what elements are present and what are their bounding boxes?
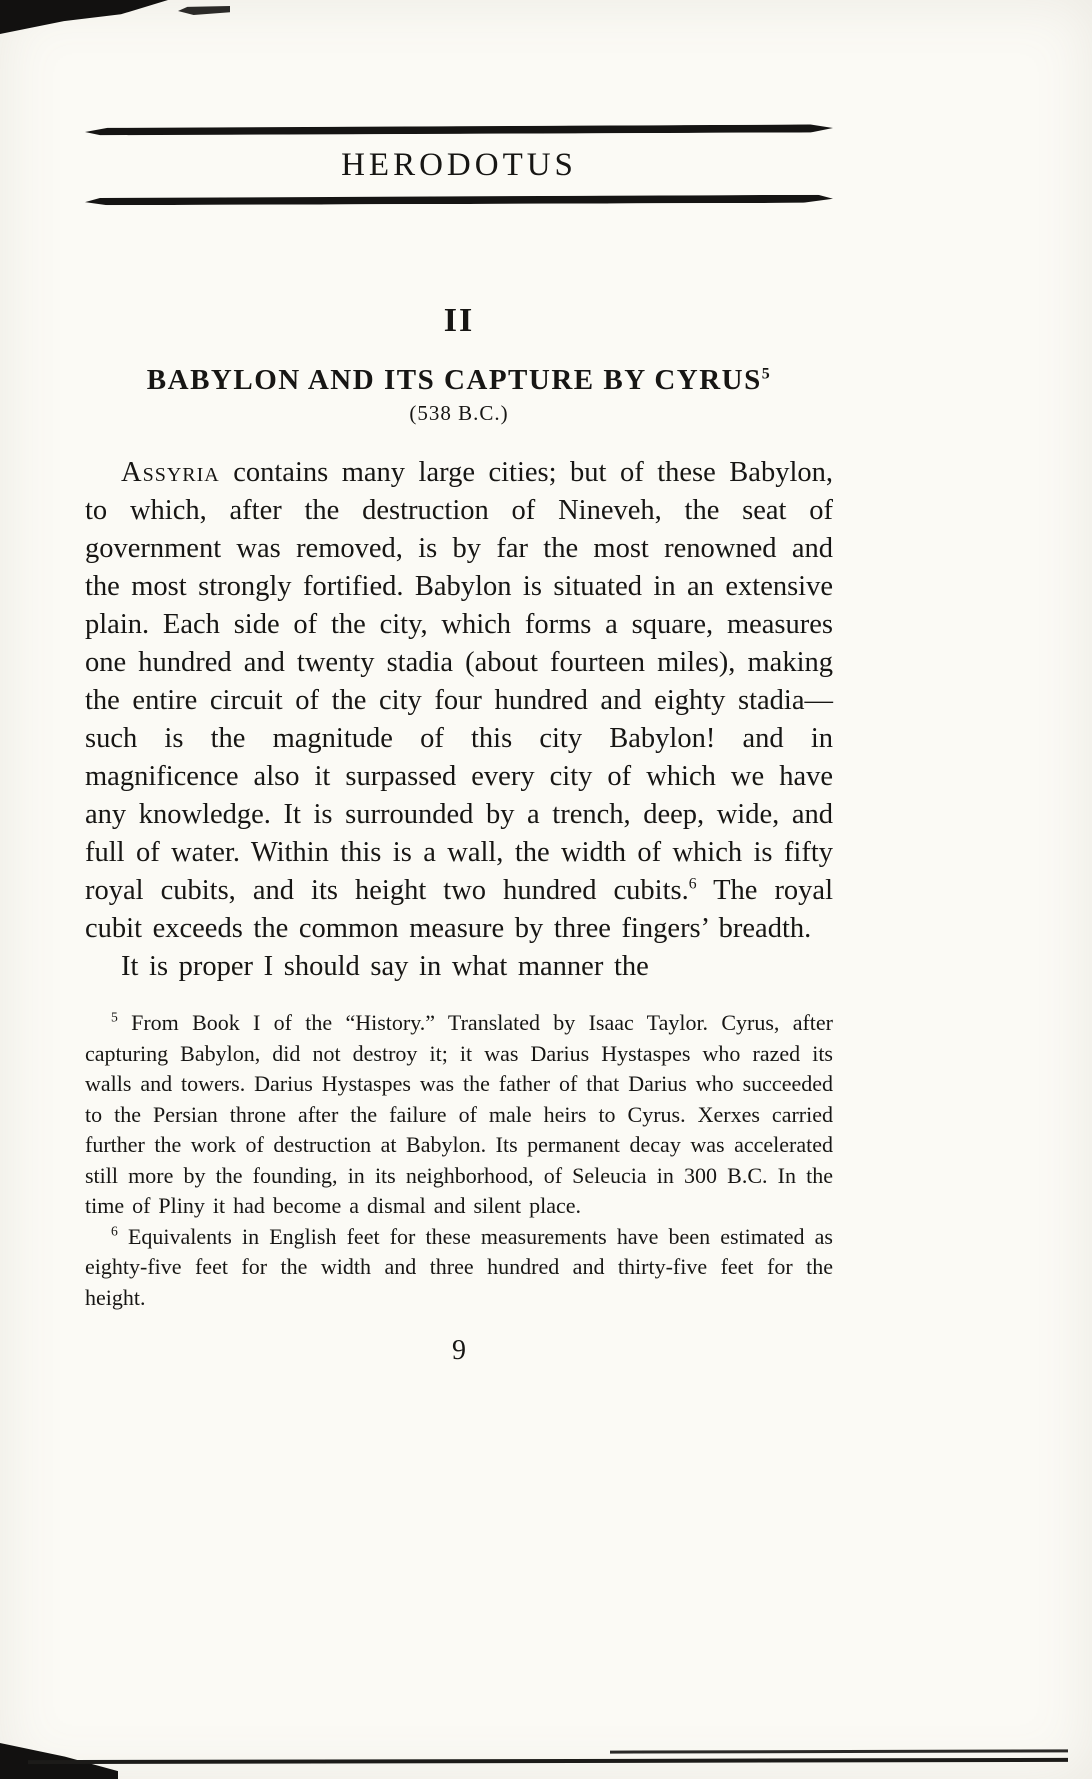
scan-artifact-bottom-line	[28, 1758, 1068, 1764]
body-text	[85, 454, 833, 986]
chapter-numeral: II	[443, 302, 475, 339]
body-paragraph-1	[85, 454, 833, 948]
footnotes-section	[85, 1008, 833, 1313]
lead-word: Assyria	[121, 457, 220, 488]
chapter-title-text: BABYLON AND ITS CAPTURE BY CYRUS	[146, 364, 762, 396]
chapter-title-footnote-marker: 5	[761, 365, 772, 383]
scan-artifact-bottom-line-short	[610, 1749, 1068, 1753]
text-column	[85, 126, 833, 1367]
footnote-6-text: Equivalents in English feet for these measurements have been estimated as eighty-five feet for the width and three hundred and thirty-five feet for the height.	[85, 1223, 833, 1310]
body-paragraph-2: It is proper I should say in what manner the	[121, 951, 649, 982]
chapter-title	[85, 364, 833, 397]
footnote-6-marker: 6	[111, 1223, 118, 1239]
scan-artifact-top-left	[0, 0, 168, 34]
running-head: HERODOTUS	[341, 147, 577, 183]
footnote-5-marker: 5	[111, 1009, 118, 1025]
date-line: (538 B.C.)	[409, 401, 509, 425]
footnote-5-text: From Book I of the “History.” Translated by Isaac Taylor. Cyrus, after capturing Babylon, did not destroy it; it was Darius Hystaspes who razed its walls and towers. Darius Hystaspes was the father of that Darius who succeeded to the Persian throne after the failure of male heirs to Cyrus. Xerxes carried further the work of destruction at Babylon. Its permanent decay was accelerated still more by the founding, in its neighborhood, of Seleucia in 300 B.C. In the time of Pliny it had become a dismal and silent place.	[85, 1010, 833, 1218]
page-number: 9	[452, 1335, 466, 1366]
body-footnote-marker-6: 6	[688, 875, 697, 893]
header-rule-bottom	[85, 195, 833, 206]
header-rule-top	[85, 124, 833, 135]
footnote-6	[85, 1222, 833, 1314]
body-paragraph-1-tail: The royal cubit exceeds the common measure by three fingers’ breadth.	[85, 875, 834, 944]
body-paragraph-1-main: contains many large cities; but of these Babylon, to which, after the destruction of Nineveh, the seat of government was removed, is by far the most renowned and the most strongly fortified. Babylon is situated in an extensive plain. Each side of the city, which forms a square, measures one hundred and twenty stadia (about fourteen miles), making the entire circuit of the city four hundred and eighty stadia—such is the magnitude of this city Babylon! and in magnificence also it surpassed every city of which we have any knowledge. It is surrounded by a trench, deep, wide, and full of water. Within this is a wall, the width of which is fifty royal cubits, and its height two hundred cubits.	[85, 457, 833, 906]
scan-artifact-top-dash	[178, 6, 230, 15]
footnote-5	[85, 1008, 833, 1222]
